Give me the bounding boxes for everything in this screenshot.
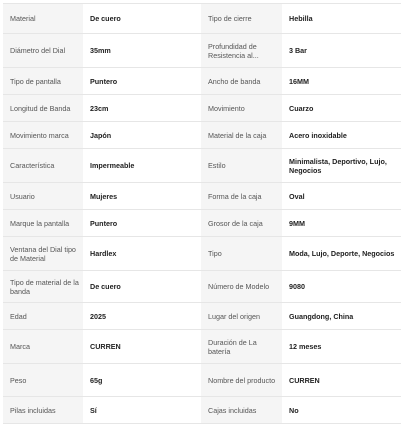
spec-value: Acero inoxidable	[282, 122, 401, 149]
spec-value: 2025	[83, 303, 201, 330]
spec-label: Peso	[3, 364, 83, 397]
spec-value: Japón	[83, 122, 201, 149]
spec-row	[3, 95, 401, 122]
spec-label: Ancho de banda	[201, 68, 282, 95]
spec-value: 65g	[83, 364, 201, 397]
spec-value: 3 Bar	[282, 34, 401, 68]
spec-value: 9MM	[282, 210, 401, 237]
spec-value: Sí	[83, 397, 201, 424]
spec-value: Puntero	[83, 210, 201, 237]
spec-row	[3, 237, 401, 271]
spec-value: Moda, Lujo, Deporte, Negocios	[282, 237, 401, 271]
spec-value: 12 meses	[282, 330, 401, 364]
spec-label: Duración de La batería	[201, 330, 282, 364]
spec-value: Impermeable	[83, 149, 201, 183]
spec-value: De cuero	[83, 271, 201, 303]
spec-value: 23cm	[83, 95, 201, 122]
spec-row	[3, 68, 401, 95]
spec-label: Característica	[3, 149, 83, 183]
spec-label: Estilo	[201, 149, 282, 183]
spec-label: Longitud de Banda	[3, 95, 83, 122]
spec-value: Minimalista, Deportivo, Lujo, Negocios	[282, 149, 401, 183]
spec-label: Tipo	[201, 237, 282, 271]
spec-label: Cajas incluidas	[201, 397, 282, 424]
spec-label: Tipo de cierre	[201, 4, 282, 34]
spec-label: Tipo de pantalla	[3, 68, 83, 95]
spec-label: Pilas incluidas	[3, 397, 83, 424]
spec-value: De cuero	[83, 4, 201, 34]
spec-label: Ventana del Dial tipo de Material	[3, 237, 83, 271]
spec-value: Guangdong, China	[282, 303, 401, 330]
spec-row	[3, 397, 401, 424]
spec-value: 35mm	[83, 34, 201, 68]
spec-row	[3, 210, 401, 237]
spec-value: Hardlex	[83, 237, 201, 271]
spec-value: Hebilla	[282, 4, 401, 34]
spec-label: Nombre del producto	[201, 364, 282, 397]
spec-value: No	[282, 397, 401, 424]
spec-row	[3, 183, 401, 210]
spec-label: Usuario	[3, 183, 83, 210]
spec-value: Cuarzo	[282, 95, 401, 122]
spec-label: Profundidad de Resistencia al...	[201, 34, 282, 68]
spec-label: Número de Modelo	[201, 271, 282, 303]
spec-label: Diámetro del Dial	[3, 34, 83, 68]
spec-row	[3, 364, 401, 397]
spec-label: Grosor de la caja	[201, 210, 282, 237]
spec-label: Marca	[3, 330, 83, 364]
spec-value: Oval	[282, 183, 401, 210]
spec-label: Material	[3, 4, 83, 34]
spec-label: Lugar del origen	[201, 303, 282, 330]
spec-row	[3, 122, 401, 149]
spec-row	[3, 271, 401, 303]
spec-value: Puntero	[83, 68, 201, 95]
spec-table-body	[3, 4, 401, 424]
product-specifications-table	[3, 3, 401, 424]
spec-label: Edad	[3, 303, 83, 330]
spec-row	[3, 4, 401, 34]
spec-value: 16MM	[282, 68, 401, 95]
spec-value: 9080	[282, 271, 401, 303]
spec-row	[3, 330, 401, 364]
spec-label: Forma de la caja	[201, 183, 282, 210]
spec-label: Movimiento marca	[3, 122, 83, 149]
spec-label: Marque la pantalla	[3, 210, 83, 237]
spec-row	[3, 149, 401, 183]
spec-label: Movimiento	[201, 95, 282, 122]
spec-label: Tipo de material de la banda	[3, 271, 83, 303]
spec-row	[3, 34, 401, 68]
spec-value: Mujeres	[83, 183, 201, 210]
spec-value: CURREN	[282, 364, 401, 397]
spec-value: CURREN	[83, 330, 201, 364]
spec-label: Material de la caja	[201, 122, 282, 149]
spec-row	[3, 303, 401, 330]
